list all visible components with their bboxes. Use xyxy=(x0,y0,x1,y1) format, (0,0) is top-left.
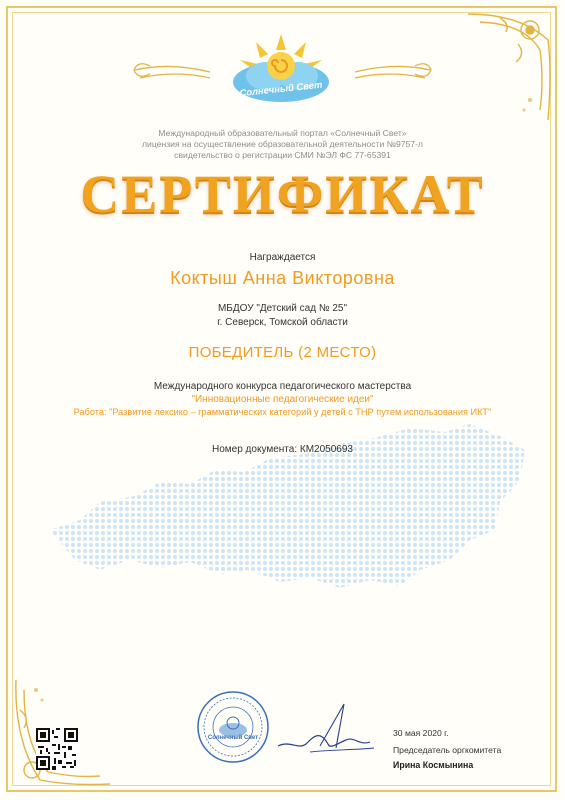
seal-text: Солнечный Свет xyxy=(207,735,259,741)
portal-logo-text: Солнечный Свет xyxy=(238,79,323,100)
contest-block xyxy=(0,380,565,419)
signature-scribble xyxy=(270,700,380,760)
portal-name-line: Международный образовательный портал «Солнечный Свет» xyxy=(158,128,407,138)
organization-name: МБДОУ "Детский сад № 25" xyxy=(217,303,348,314)
document-number xyxy=(0,444,565,455)
work-title: Работа: "Развитие лексико – грамматических категорий у детей с ТНР путем использования ИКТ" xyxy=(73,407,492,417)
portal-license-line: лицензия на осуществление образовательной деятельности №9757-л xyxy=(142,139,423,149)
awarded-label: Награждается xyxy=(249,252,316,263)
map-illustration xyxy=(40,410,540,610)
portal-registration-line: свидетельство о регистрации СМИ №ЭЛ ФС 77-65391 xyxy=(174,150,391,160)
contest-theme: "Инновационные педагогические идеи" xyxy=(191,394,374,405)
qr-code xyxy=(36,728,78,770)
document-number-value: КМ2050693 xyxy=(299,444,353,455)
award-place: ПОБЕДИТЕЛЬ (2 МЕСТО) xyxy=(188,344,377,361)
organization-block xyxy=(0,302,565,330)
contest-name: Международного конкурса педагогического мастерства xyxy=(153,381,412,392)
certificate-title: СЕРТИФИКАТ xyxy=(80,164,485,224)
organization-city: г. Северск, Томской области xyxy=(217,317,348,328)
issue-date: 30 мая 2020 г. xyxy=(393,728,449,738)
organization-seal xyxy=(196,690,270,764)
chair-label: Председатель оргкомитета xyxy=(393,745,502,755)
recipient-name: Коктыш Анна Викторовна xyxy=(170,268,395,288)
document-number-label: Номер документа: xyxy=(212,444,298,455)
chair-name: Ирина Космынина xyxy=(393,760,474,770)
portal-info xyxy=(0,128,565,161)
portal-logo xyxy=(226,30,336,106)
